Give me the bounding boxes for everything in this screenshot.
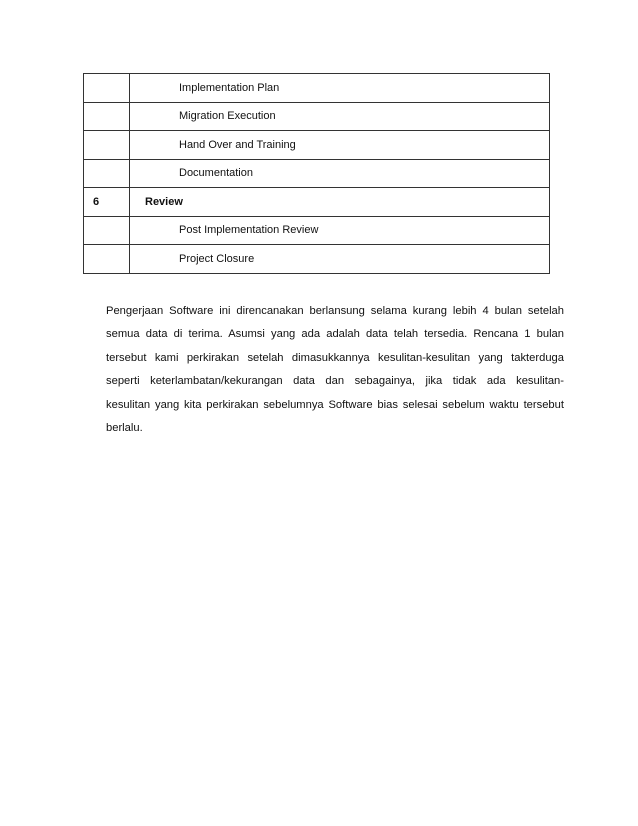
table-row: [84, 131, 550, 160]
task-cell: Documentation: [130, 159, 550, 188]
task-cell: Post Implementation Review: [130, 216, 550, 245]
row-number-cell: [84, 245, 130, 274]
project-phase-table: [83, 73, 550, 274]
row-number-cell: [84, 159, 130, 188]
table-row: [84, 245, 550, 274]
row-number-cell: [84, 74, 130, 103]
row-number-cell: [84, 216, 130, 245]
paragraph-line: Pengerjaan Software ini direncanakan berlansung selama kurang lebih 4 bulan setelah: [106, 305, 564, 317]
paragraph-line: berlalu.: [106, 422, 143, 435]
task-cell: Project Closure: [130, 245, 550, 274]
row-number-cell: [84, 102, 130, 131]
table-row: [84, 74, 550, 103]
task-cell: Review: [130, 188, 550, 217]
paragraph-line: seperti keterlambatan/kekurangan data dan sebagainya, jika tidak ada kesulitan-: [106, 375, 564, 388]
task-cell: Implementation Plan: [130, 74, 550, 103]
table-row-phase: [84, 188, 550, 217]
task-cell: Hand Over and Training: [130, 131, 550, 160]
paragraph-line: kesulitan yang kita perkirakan sebelumnya Software bias selesai sebelum waktu tersebut: [106, 398, 564, 411]
task-cell: Migration Execution: [130, 102, 550, 131]
body-paragraph: [106, 300, 564, 440]
table-row: [84, 159, 550, 188]
table-row: [84, 102, 550, 131]
table-row: [84, 216, 550, 245]
row-number-cell: [84, 131, 130, 160]
row-number-cell: 6: [84, 188, 130, 217]
paragraph-line: semua data di terima. Asumsi yang ada adalah data telah tersedia. Rencana 1 bulan: [106, 328, 564, 341]
paragraph-line: tersebut kami perkirakan setelah dimasukkannya kesulitan-kesulitan yang takterduga: [106, 351, 564, 364]
